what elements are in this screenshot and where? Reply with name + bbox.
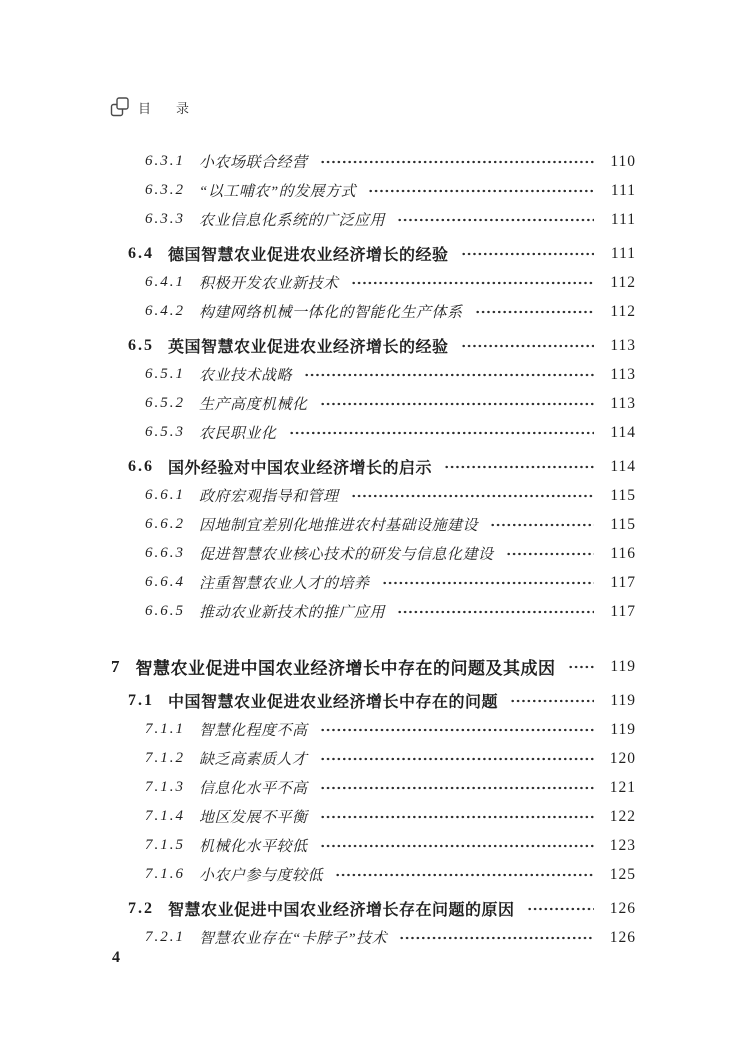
toc-leader-dots <box>335 860 594 889</box>
toc-entry-title: 生产高度机械化 <box>199 397 308 413</box>
toc-entry-number: 6.4.1 <box>145 274 185 290</box>
toc-entry[interactable] <box>0 418 750 447</box>
toc-entry-title: 地区发展不平衡 <box>199 810 308 826</box>
running-header <box>110 96 195 118</box>
toc-entry-number: 6.5.2 <box>145 395 185 411</box>
toc-entry-number: 6.4.2 <box>145 303 185 319</box>
toc-entry-page: 115 <box>610 515 636 533</box>
toc-entry[interactable] <box>0 176 750 205</box>
toc-entry-page: 113 <box>610 394 636 412</box>
toc-entry-number: 6.4 <box>128 244 154 262</box>
toc-entry-title: 政府宏观指导和管理 <box>199 489 339 505</box>
page-title: 目 录 <box>138 100 196 116</box>
toc-entry-number: 6.6.2 <box>145 516 185 532</box>
toc-entry[interactable] <box>0 510 750 539</box>
toc-entry[interactable] <box>0 773 750 802</box>
toc-entry-number: 7.1.2 <box>145 750 185 766</box>
toc-entry-page: 113 <box>610 365 636 383</box>
toc-entry-page: 114 <box>610 423 636 441</box>
toc-entry-page: 126 <box>609 928 636 946</box>
toc-leader-dots <box>368 176 594 205</box>
toc-entry-page: 125 <box>609 865 636 883</box>
toc-entry[interactable] <box>0 481 750 510</box>
toc-leader-dots <box>289 418 594 447</box>
toc-entry-page: 122 <box>609 807 636 825</box>
toc-leader-dots <box>397 597 594 626</box>
toc-entry-title: 机械化水平较低 <box>199 839 308 855</box>
toc-leader-dots <box>320 831 594 860</box>
toc-entry-number: 7.1.3 <box>145 779 185 795</box>
toc-entry[interactable] <box>0 389 750 418</box>
toc-entry-page: 111 <box>610 181 636 199</box>
toc-entry[interactable] <box>0 568 750 597</box>
pages-icon <box>110 96 130 118</box>
toc-entry-number: 6.3.1 <box>145 153 185 169</box>
toc-entry[interactable] <box>0 452 750 481</box>
toc-entry-number: 7.1.1 <box>145 721 185 737</box>
toc-entry-title: 信息化水平不高 <box>199 781 308 797</box>
toc-entry[interactable] <box>0 652 750 681</box>
toc-entry-page: 113 <box>610 336 636 354</box>
toc-leader-dots <box>399 923 594 952</box>
toc-entry-number: 6.6.5 <box>145 603 185 619</box>
toc-entry-title: 小农户参与度较低 <box>199 868 324 884</box>
toc-entry-title: 智慧农业存在“卡脖子”技术 <box>199 931 388 947</box>
toc-leader-dots <box>320 802 594 831</box>
toc-entry[interactable] <box>0 923 750 952</box>
toc-entry-page: 114 <box>610 457 636 475</box>
toc-entry-number: 6.3.2 <box>145 182 185 198</box>
toc-leader-dots <box>506 539 594 568</box>
toc-entry-page: 111 <box>610 210 636 228</box>
toc-entry-number: 6.6.3 <box>145 545 185 561</box>
toc-entry[interactable] <box>0 802 750 831</box>
toc-entry[interactable] <box>0 597 750 626</box>
toc-leader-dots <box>320 715 594 744</box>
toc-entry-number: 7.1.5 <box>145 837 185 853</box>
toc-leader-dots <box>461 239 594 268</box>
toc-leader-dots <box>510 686 594 715</box>
toc-entry-title: 中国智慧农业促进农业经济增长中存在的问题 <box>168 694 499 711</box>
toc-entry-title: 农业技术战略 <box>199 368 293 384</box>
toc-leader-dots <box>320 744 594 773</box>
toc-leader-dots <box>461 331 594 360</box>
toc-entry[interactable] <box>0 331 750 360</box>
toc-leader-dots <box>320 773 594 802</box>
toc-entry[interactable] <box>0 147 750 176</box>
toc-entry-page: 119 <box>610 691 636 709</box>
toc-entry-page: 117 <box>610 573 636 591</box>
toc-entry-page: 110 <box>610 152 636 170</box>
toc-entry-title: 农业信息化系统的广泛应用 <box>199 213 386 229</box>
toc-entry-title: 积极开发农业新技术 <box>199 276 339 292</box>
toc-leader-dots <box>320 147 594 176</box>
toc-entry-number: 7.2 <box>128 899 154 917</box>
toc-entry-title: 注重智慧农业人才的培养 <box>199 576 370 592</box>
toc-entry-title: 构建网络机械一体化的智能化生产体系 <box>199 305 463 321</box>
toc-leader-dots <box>351 481 594 510</box>
toc-entry-title: 德国智慧农业促进农业经济增长的经验 <box>168 247 449 264</box>
toc-leader-dots <box>475 297 594 326</box>
toc-entry-number: 7 <box>111 656 122 676</box>
toc-entry-page: 119 <box>610 657 636 675</box>
toc-entry-page: 119 <box>610 720 636 738</box>
toc-leader-dots <box>527 894 594 923</box>
toc-entry-number: 6.5.1 <box>145 366 185 382</box>
folio-page-number: 4 <box>112 949 120 966</box>
toc-entry-number: 6.5.3 <box>145 424 185 440</box>
toc-entry[interactable] <box>0 297 750 326</box>
toc-entry[interactable] <box>0 268 750 297</box>
toc-entry[interactable] <box>0 744 750 773</box>
toc-list <box>0 147 750 952</box>
toc-entry-title: 智慧化程度不高 <box>199 723 308 739</box>
toc-entry-number: 7.2.1 <box>145 929 185 945</box>
toc-entry[interactable] <box>0 715 750 744</box>
toc-leader-dots <box>320 389 594 418</box>
toc-entry-title: 智慧农业促进中国农业经济增长中存在的问题及其成因 <box>135 659 556 678</box>
toc-entry[interactable] <box>0 539 750 568</box>
toc-entry-page: 117 <box>610 602 636 620</box>
toc-entry-title: 推动农业新技术的推广应用 <box>199 605 386 621</box>
toc-entry-number: 6.6 <box>128 457 154 475</box>
toc-leader-dots <box>304 360 594 389</box>
toc-leader-dots <box>490 510 594 539</box>
toc-entry-title: 英国智慧农业促进农业经济增长的经验 <box>168 339 449 356</box>
toc-entry[interactable] <box>0 894 750 923</box>
toc-leader-dots <box>568 652 595 681</box>
toc-entry[interactable] <box>0 239 750 268</box>
toc-entry-page: 120 <box>609 749 636 767</box>
toc-entry-page: 123 <box>609 836 636 854</box>
toc-leader-dots <box>351 268 594 297</box>
toc-leader-dots <box>382 568 594 597</box>
toc-entry-page: 112 <box>610 273 636 291</box>
toc-entry[interactable] <box>0 831 750 860</box>
toc-entry-page: 112 <box>610 302 636 320</box>
toc-entry-page: 111 <box>610 244 636 262</box>
toc-entry-title: 促进智慧农业核心技术的研发与信息化建设 <box>199 547 494 563</box>
toc-entry-title: 农民职业化 <box>199 426 277 442</box>
toc-entry-title: 智慧农业促进中国农业经济增长存在问题的原因 <box>168 902 515 919</box>
toc-entry-number: 7.1.4 <box>145 808 185 824</box>
toc-entry-page: 116 <box>610 544 636 562</box>
toc-entry[interactable] <box>0 860 750 889</box>
toc-entry-number: 7.1.6 <box>145 866 185 882</box>
toc-entry-number: 6.5 <box>128 336 154 354</box>
toc-entry-title: 小农场联合经营 <box>199 155 308 171</box>
toc-entry-page: 126 <box>609 899 636 917</box>
toc-entry-title: “以工哺农”的发展方式 <box>199 184 357 200</box>
toc-entry-title: 因地制宜差别化地推进农村基础设施建设 <box>199 518 479 534</box>
toc-entry-number: 7.1 <box>128 691 154 709</box>
toc-entry[interactable] <box>0 686 750 715</box>
toc-entry[interactable] <box>0 360 750 389</box>
toc-entry-title: 国外经验对中国农业经济增长的启示 <box>168 460 433 477</box>
toc-leader-dots <box>444 452 594 481</box>
toc-leader-dots <box>397 205 594 234</box>
toc-entry-page: 115 <box>610 486 636 504</box>
toc-entry[interactable] <box>0 205 750 234</box>
toc-entry-page: 121 <box>609 778 636 796</box>
toc-entry-number: 6.6.4 <box>145 574 185 590</box>
toc-entry-number: 6.6.1 <box>145 487 185 503</box>
toc-entry-number: 6.3.3 <box>145 211 185 227</box>
toc-entry-title: 缺乏高素质人才 <box>199 752 308 768</box>
